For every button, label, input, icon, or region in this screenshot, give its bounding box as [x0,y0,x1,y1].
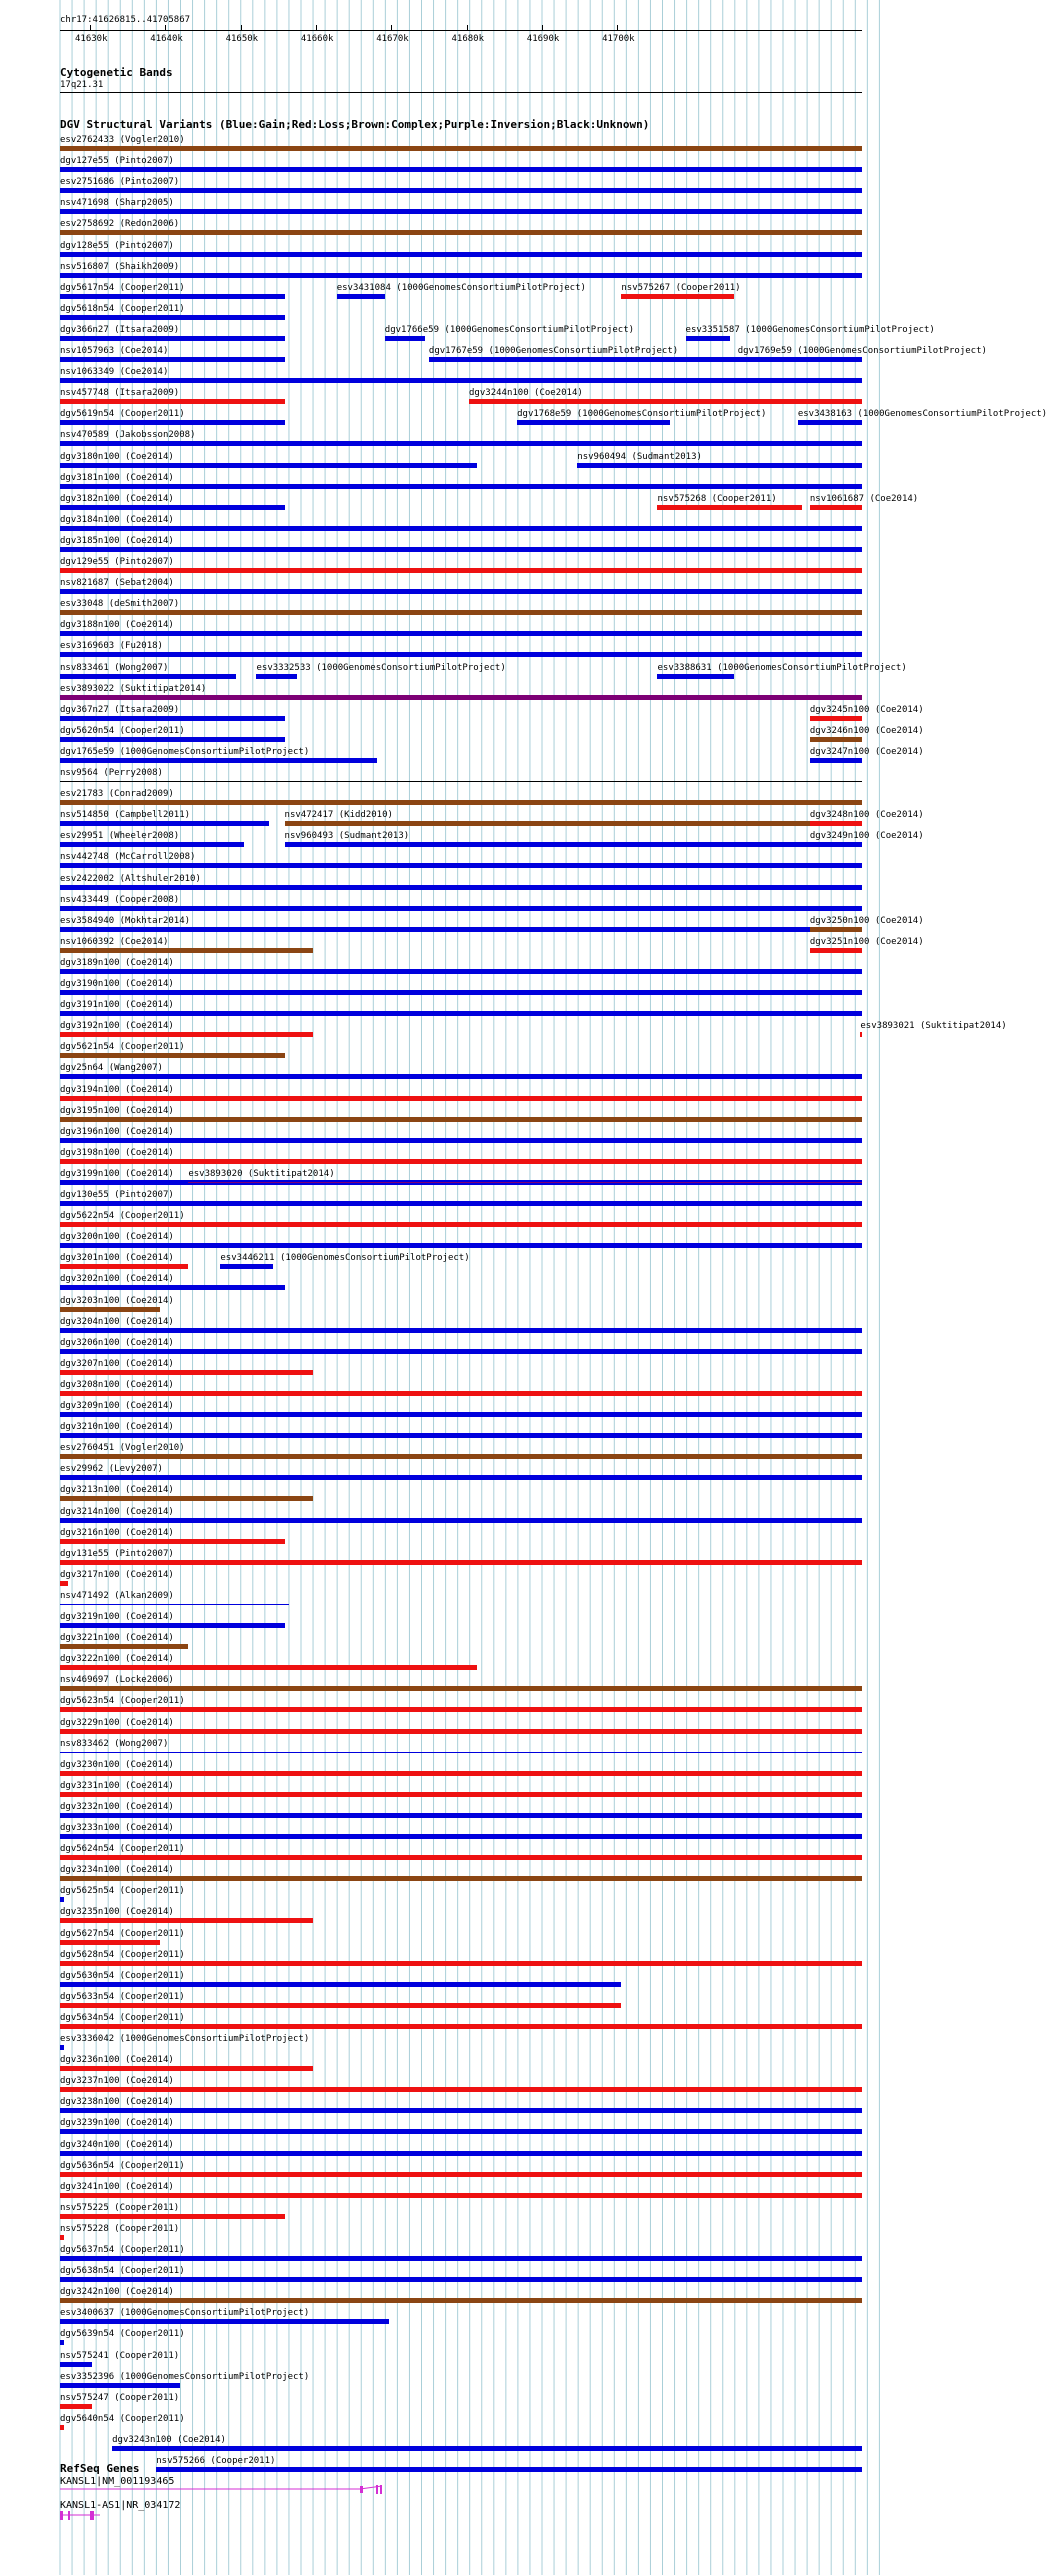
variant-label[interactable]: dgv3203n100 (Coe2014) [60,1295,174,1306]
variant-bar[interactable] [285,842,862,847]
variant-label[interactable]: dgv3250n100 (Coe2014) [809,915,924,926]
position-label: chr17:41626815..41705867 [60,15,191,25]
variant-bar[interactable] [60,1307,160,1312]
variant-bar[interactable] [60,1792,862,1797]
variant-label[interactable]: esv3336042 (1000GenomesConsortiumPilotProject) [60,2034,310,2044]
variant-label[interactable]: dgv366n27 (Itsara2009) [60,324,180,335]
variant-label[interactable]: dgv5623n54 (Cooper2011) [60,1696,185,1707]
ruler-tick-label: 41660k [300,34,334,44]
ruler-tick-label: 41650k [225,34,259,44]
variant-bar[interactable] [60,2129,862,2134]
variant-label[interactable]: nsv9564 (Perry2008) [60,768,163,778]
ruler-axis [60,30,862,31]
refseq-title: RefSeq Genes [60,2462,140,2475]
variant-bar[interactable] [60,1940,160,1945]
variant-bar[interactable] [60,1752,862,1753]
variant-bar[interactable] [60,2362,92,2367]
variant-bar[interactable] [60,294,285,299]
ruler-tick [241,25,242,31]
variant-label[interactable]: nsv575241 (Cooper2011) [60,2350,180,2361]
variant-label[interactable]: nsv1063349 (Coe2014) [60,367,169,378]
variant-label[interactable]: dgv3209n100 (Coe2014) [60,1401,174,1411]
ruler-tick [617,25,618,31]
variant-bar[interactable] [60,2066,313,2071]
variant-label[interactable]: dgv3247n100 (Coe2014) [809,746,924,757]
variant-label[interactable]: esv2762433 (Vogler2010) [60,135,185,145]
variant-label[interactable]: nsv471492 (Alkan2009) [60,1590,174,1601]
variant-label[interactable]: nsv471698 (Sharp2005) [60,198,174,209]
variant-bar[interactable] [60,2193,862,2198]
variant-bar[interactable] [60,399,285,404]
variant-label[interactable]: dgv129e55 (Pinto2007) [60,557,174,567]
variant-bar[interactable] [60,589,862,594]
variant-label[interactable]: dgv3242n100 (Coe2014) [60,2287,174,2298]
variant-label[interactable]: nsv575268 (Cooper2011) [657,493,777,504]
ruler-tick-label: 41630k [75,34,108,44]
variant-label[interactable]: dgv127e55 (Pinto2007) [60,156,174,167]
variant-bar[interactable] [60,2151,862,2156]
variant-label[interactable]: esv3893020 (Suktitipat2014) [188,1168,335,1179]
variant-bar[interactable] [60,1686,862,1691]
variant-bar[interactable] [60,167,862,172]
variant-label[interactable]: nsv960494 (Sudmant2013) [577,451,702,462]
variant-bar[interactable] [60,2172,862,2177]
variant-bar[interactable] [60,1096,862,1101]
variant-bar[interactable] [810,716,862,721]
variant-label[interactable]: dgv5633n54 (Cooper2011) [60,1991,185,2002]
variant-bar[interactable] [60,547,862,552]
variant-bar[interactable] [60,1707,862,1712]
variant-bar[interactable] [810,758,862,763]
variant-bar[interactable] [60,716,285,721]
gene-model-kansl1[interactable] [60,2484,400,2498]
variant-bar[interactable] [60,1349,862,1354]
variant-label[interactable]: dgv3236n100 (Coe2014) [60,2055,174,2066]
variant-label[interactable]: esv3169603 (Fu2018) [60,641,163,652]
variant-bar[interactable] [220,1264,272,1269]
variant-bar[interactable] [60,1138,862,1143]
variant-label[interactable]: nsv833462 (Wong2007) [60,1738,169,1749]
variant-bar[interactable] [60,2383,180,2388]
variant-label[interactable]: dgv1767e59 (1000GenomesConsortiumPilotProject) [428,346,679,356]
variant-label[interactable]: dgv3245n100 (Coe2014) [809,704,924,715]
variant-bar[interactable] [60,821,269,826]
variant-label[interactable]: dgv5624n54 (Cooper2011) [60,1844,185,1855]
variant-bar[interactable] [60,463,477,468]
ruler-tick [165,25,166,31]
ruler-tick-label: 41670k [376,34,409,44]
variant-bar[interactable] [60,1454,862,1459]
cytoband-ideogram [60,92,862,93]
variant-label[interactable]: dgv5621n54 (Cooper2011) [60,1042,185,1053]
variant-label[interactable]: dgv3188n100 (Coe2014) [60,620,174,631]
variant-bar[interactable] [60,1813,862,1818]
variant-label[interactable]: dgv5638n54 (Cooper2011) [60,2266,185,2277]
variant-label[interactable]: nsv833461 (Wong2007) [60,662,169,673]
variant-label[interactable]: dgv1765e59 (1000GenomesConsortiumPilotProject) [60,746,310,757]
variant-label[interactable]: dgv3214n100 (Coe2014) [60,1506,174,1517]
refseq-gene-label[interactable]: KANSL1|NM_001193465 [60,2476,175,2487]
variant-bar[interactable] [60,781,862,782]
variant-label[interactable]: dgv5625n54 (Cooper2011) [60,1886,185,1897]
variant-bar[interactable] [60,146,862,151]
variant-bar[interactable] [60,1475,862,1480]
variant-label[interactable]: dgv3243n100 (Coe2014) [112,2434,226,2445]
variant-label[interactable]: dgv131e55 (Pinto2007) [60,1548,174,1559]
variant-bar[interactable] [469,399,862,404]
variant-label[interactable]: dgv5620n54 (Cooper2011) [60,725,185,736]
variant-bar[interactable] [810,948,862,953]
variant-label[interactable]: esv3584940 (Mokhtar2014) [60,915,191,926]
variant-label[interactable]: esv3352396 (1000GenomesConsortiumPilotProject) [60,2371,310,2382]
variant-label[interactable]: nsv442748 (McCarroll2008) [60,852,196,863]
variant-bar[interactable] [60,378,862,383]
variant-bar[interactable] [60,2404,92,2409]
variant-label[interactable]: dgv3244n100 (Coe2014) [469,388,583,399]
ruler-tick [90,25,91,31]
variant-bar[interactable] [60,758,377,763]
variant-label[interactable]: dgv3199n100 (Coe2014) [60,1168,174,1179]
variant-bar[interactable] [60,2298,862,2303]
variant-bar[interactable] [60,2277,862,2282]
variant-bar[interactable] [60,273,862,278]
variant-bar[interactable] [60,1496,313,1501]
variant-bar[interactable] [810,821,862,826]
variant-label[interactable]: nsv470589 (Jakobsson2008) [60,430,196,441]
variant-bar[interactable] [60,1897,64,1902]
variant-label[interactable]: dgv3216n100 (Coe2014) [60,1527,174,1538]
variant-bar[interactable] [60,1433,862,1438]
variant-label[interactable]: dgv3196n100 (Coe2014) [60,1126,174,1137]
variant-bar[interactable] [60,1201,862,1206]
ruler-tick-label: 41640k [150,34,183,44]
ruler-tick-label: 41680k [451,34,485,44]
variant-bar[interactable] [60,315,285,320]
variant-bar[interactable] [60,1053,285,1058]
variant-bar[interactable] [60,1918,313,1923]
variant-bar[interactable] [738,357,862,362]
variant-bar[interactable] [60,2108,862,2113]
variant-label[interactable]: dgv3182n100 (Coe2014) [60,493,174,504]
variant-label[interactable]: dgv3251n100 (Coe2014) [809,936,924,947]
variant-label[interactable]: esv3431084 (1000GenomesConsortiumPilotProject) [336,282,586,293]
variant-label[interactable]: nsv516807 (Shaikh2009) [60,261,180,272]
variant-label[interactable]: dgv3230n100 (Coe2014) [60,1759,174,1770]
variant-bar[interactable] [60,2024,862,2029]
variant-bar[interactable] [60,336,285,341]
variant-label[interactable]: esv3400637 (1000GenomesConsortiumPilotProject) [60,2308,310,2319]
variant-bar[interactable] [60,1518,862,1523]
variant-label[interactable]: dgv3189n100 (Coe2014) [60,957,174,968]
variant-bar[interactable] [60,2425,64,2430]
variant-label[interactable]: esv2758692 (Redon2006) [60,219,180,230]
variant-bar[interactable] [285,821,862,826]
variant-label[interactable]: dgv3190n100 (Coe2014) [60,979,174,989]
variant-label[interactable]: nsv469697 (Locke2006) [60,1675,174,1686]
variant-bar[interactable] [60,1623,285,1628]
variant-bar[interactable] [60,906,862,911]
variant-bar[interactable] [60,948,313,953]
variant-label[interactable]: dgv5630n54 (Cooper2011) [60,1970,185,1981]
variant-label[interactable]: esv3351587 (1000GenomesConsortiumPilotProject) [685,324,935,335]
variant-bar[interactable] [60,357,285,362]
variant-label[interactable]: dgv3248n100 (Coe2014) [809,810,924,821]
variant-label[interactable]: dgv5619n54 (Cooper2011) [60,409,185,420]
gene-model-kansl1-as1[interactable] [60,2510,120,2524]
variant-bar[interactable] [60,1285,285,1290]
variant-label[interactable]: dgv3184n100 (Coe2014) [60,514,174,525]
variant-label[interactable]: esv33048 (deSmith2007) [60,599,180,610]
variant-bar[interactable] [60,652,862,657]
variant-label[interactable]: dgv5636n54 (Cooper2011) [60,2160,185,2171]
variant-bar[interactable] [256,674,296,679]
variant-label[interactable]: dgv1768e59 (1000GenomesConsortiumPilotProject) [517,409,767,420]
variant-bar[interactable] [60,2214,285,2219]
variant-bar[interactable] [657,505,801,510]
variant-bar[interactable] [60,441,862,446]
variant-bar[interactable] [60,230,862,235]
variant-bar[interactable] [60,484,862,489]
variant-bar[interactable] [810,927,862,932]
variant-label[interactable]: nsv575225 (Cooper2011) [60,2202,180,2213]
variant-bar[interactable] [60,1855,862,1860]
variant-bar[interactable] [60,526,862,531]
variant-bar[interactable] [60,990,862,995]
variant-bar[interactable] [60,674,236,679]
variant-bar[interactable] [657,674,733,679]
variant-label[interactable]: dgv3202n100 (Coe2014) [60,1274,174,1285]
variant-bar[interactable] [810,505,862,510]
variant-label[interactable]: esv2760451 (Vogler2010) [60,1443,185,1454]
variant-label[interactable]: nsv575267 (Cooper2011) [621,282,741,293]
variant-label[interactable]: nsv1061687 (Coe2014) [809,493,919,504]
variant-bar[interactable] [60,1539,285,1544]
variant-label[interactable]: esv3893022 (Suktitipat2014) [60,683,207,694]
variant-label[interactable]: dgv5617n54 (Cooper2011) [60,282,185,293]
variant-label[interactable]: dgv3191n100 (Coe2014) [60,1000,174,1011]
variant-bar[interactable] [621,294,733,299]
variant-bar[interactable] [156,2467,862,2472]
variant-bar[interactable] [686,336,730,341]
variant-label[interactable]: dgv3195n100 (Coe2014) [60,1105,174,1116]
variant-bar[interactable] [60,1876,862,1881]
variant-label[interactable]: nsv1057963 (Coe2014) [60,346,169,356]
variant-label[interactable]: nsv575266 (Cooper2011) [156,2456,276,2466]
variant-bar[interactable] [60,2087,862,2092]
variant-bar[interactable] [60,737,285,742]
variant-label[interactable]: dgv3181n100 (Coe2014) [60,472,174,483]
cytoband-label[interactable]: 17q21.31 [60,80,104,90]
variant-label[interactable]: dgv5622n54 (Cooper2011) [60,1211,185,1222]
variant-bar[interactable] [60,610,862,615]
variant-bar[interactable] [60,1159,862,1164]
variant-bar[interactable] [60,1222,862,1227]
variant-label[interactable]: dgv1766e59 (1000GenomesConsortiumPilotProject) [384,324,635,335]
variant-label[interactable]: dgv3221n100 (Coe2014) [60,1633,174,1644]
ruler-tick [316,25,317,31]
variant-label[interactable]: dgv3249n100 (Coe2014) [809,831,924,842]
variant-label[interactable]: esv3446211 (1000GenomesConsortiumPilotProject) [220,1253,470,1264]
variant-bar[interactable] [60,420,285,425]
variant-bar[interactable] [60,1560,862,1565]
variant-bar[interactable] [60,1117,862,1122]
variant-bar[interactable] [60,1604,289,1605]
variant-bar[interactable] [60,1243,862,1248]
variant-label[interactable]: dgv3208n100 (Coe2014) [60,1379,174,1390]
variant-bar[interactable] [60,568,862,573]
variant-label[interactable]: dgv3233n100 (Coe2014) [60,1823,174,1833]
variant-bar[interactable] [60,1961,862,1966]
variant-label[interactable]: dgv3217n100 (Coe2014) [60,1569,174,1580]
variant-bar[interactable] [60,800,862,805]
variant-bar[interactable] [60,252,862,257]
variant-bar[interactable] [60,1264,188,1269]
variant-bar[interactable] [860,1032,862,1037]
variant-label[interactable]: dgv3237n100 (Coe2014) [60,2076,174,2087]
variant-label[interactable]: dgv3219n100 (Coe2014) [60,1612,174,1622]
variant-bar[interactable] [60,885,862,890]
variant-bar[interactable] [60,1011,862,1016]
variant-label[interactable]: esv29951 (Wheeler2008) [60,831,180,842]
variant-bar[interactable] [60,1644,188,1649]
variant-label[interactable]: dgv3207n100 (Coe2014) [60,1358,174,1369]
variant-bar[interactable] [798,420,862,425]
variant-label[interactable]: dgv5627n54 (Cooper2011) [60,1928,185,1939]
dgv-title: DGV Structural Variants (Blue:Gain;Red:Loss;Brown:Complex;Purple:Inversion;Black:Unknown) [60,118,650,131]
variant-label[interactable]: dgv3192n100 (Coe2014) [60,1021,174,1032]
variant-bar[interactable] [60,1771,862,1776]
variant-label[interactable]: esv2751686 (Pinto2007) [60,177,180,188]
cytoband-title: Cytogenetic Bands [60,66,173,79]
variant-label[interactable]: esv3893021 (Suktitipat2014) [860,1021,1007,1032]
variant-label[interactable]: dgv3240n100 (Coe2014) [60,2139,174,2150]
variant-label[interactable]: dgv3213n100 (Coe2014) [60,1485,174,1496]
variant-label[interactable]: esv3388631 (1000GenomesConsortiumPilotProject) [657,662,907,673]
variant-bar[interactable] [60,2235,64,2240]
variant-bar[interactable] [188,1182,862,1183]
variant-label[interactable]: dgv3231n100 (Coe2014) [60,1780,174,1791]
variant-bar[interactable] [60,1834,862,1839]
variant-label[interactable]: nsv575228 (Cooper2011) [60,2223,180,2234]
variant-bar[interactable] [60,1391,862,1396]
variant-bar[interactable] [60,1074,862,1079]
variant-label[interactable]: dgv25n64 (Wang2007) [60,1063,163,1074]
ruler-tick-label: 41690k [526,34,560,44]
variant-label[interactable]: dgv128e55 (Pinto2007) [60,240,174,251]
variant-label[interactable]: nsv433449 (Cooper2008) [60,894,180,905]
variant-bar[interactable] [60,209,862,214]
variant-label[interactable]: dgv1769e59 (1000GenomesConsortiumPilotProject) [737,346,987,356]
variant-bar[interactable] [60,1581,68,1586]
variant-label[interactable]: dgv3239n100 (Coe2014) [60,2118,174,2129]
variant-bar[interactable] [60,2340,64,2345]
variant-bar[interactable] [337,294,385,299]
variant-label[interactable]: nsv575247 (Cooper2011) [60,2392,180,2403]
variant-bar[interactable] [60,2003,621,2008]
variant-label[interactable]: dgv5618n54 (Cooper2011) [60,303,185,314]
variant-bar[interactable] [60,1032,313,1037]
ruler-tick-label: 41700k [602,34,635,44]
variant-label[interactable]: nsv472417 (Kidd2010) [284,810,393,821]
variant-bar[interactable] [60,842,244,847]
variant-label[interactable]: dgv3198n100 (Coe2014) [60,1147,174,1158]
variant-label[interactable]: dgv3210n100 (Coe2014) [60,1422,174,1433]
ruler-tick [467,25,468,31]
variant-bar[interactable] [60,631,862,636]
variant-label[interactable]: dgv3235n100 (Coe2014) [60,1907,174,1918]
variant-bar[interactable] [60,1328,862,1333]
variant-label[interactable]: dgv3185n100 (Coe2014) [60,535,174,546]
variant-label[interactable]: esv21783 (Conrad2009) [60,789,174,800]
variant-bar[interactable] [60,1412,862,1417]
variant-label[interactable]: nsv514850 (Campbell2011) [60,810,191,821]
variant-label[interactable]: nsv1060392 (Coe2014) [60,936,169,947]
variant-bar[interactable] [60,1729,862,1734]
variant-label[interactable]: dgv3234n100 (Coe2014) [60,1865,174,1876]
variant-bar[interactable] [112,2446,862,2451]
variant-label[interactable]: dgv3232n100 (Coe2014) [60,1801,174,1812]
variant-label[interactable]: dgv5639n54 (Cooper2011) [60,2329,185,2340]
ruler-tick [391,25,392,31]
variant-bar[interactable] [810,842,862,847]
variant-label[interactable]: esv3332533 (1000GenomesConsortiumPilotProject) [256,662,506,673]
variant-bar[interactable] [60,2319,389,2324]
variant-bar[interactable] [60,695,862,700]
variant-label[interactable]: dgv5628n54 (Cooper2011) [60,1949,185,1960]
variant-bar[interactable] [60,1370,313,1375]
variant-label[interactable]: dgv3222n100 (Coe2014) [60,1654,174,1665]
variant-label[interactable]: esv29962 (Levy2007) [60,1464,163,1475]
variant-label[interactable]: dgv3204n100 (Coe2014) [60,1316,174,1327]
variant-label[interactable]: nsv457748 (Itsara2009) [60,388,180,399]
variant-label[interactable]: nsv821687 (Sebat2004) [60,578,174,589]
refseq-gene-label[interactable]: KANSL1-AS1|NR_034172 [60,2500,181,2511]
variant-bar[interactable] [60,1982,621,1987]
variant-bar[interactable] [60,1665,477,1670]
variant-bar[interactable] [810,737,862,742]
variant-bar[interactable] [60,188,862,193]
variant-label[interactable]: dgv3180n100 (Coe2014) [60,451,174,462]
variant-bar[interactable] [60,2045,64,2050]
variant-label[interactable]: dgv3238n100 (Coe2014) [60,2097,174,2108]
variant-label[interactable]: dgv3246n100 (Coe2014) [809,725,924,736]
ruler-tick [542,25,543,31]
variant-label[interactable]: esv2422002 (Altshuler2010) [60,873,201,884]
variant-label[interactable]: dgv3201n100 (Coe2014) [60,1253,174,1264]
variant-bar[interactable] [60,2256,862,2261]
variant-label[interactable]: dgv367n27 (Itsara2009) [60,704,180,715]
variant-label[interactable]: dgv3194n100 (Coe2014) [60,1084,174,1095]
variant-label[interactable]: dgv3200n100 (Coe2014) [60,1232,174,1243]
variant-bar[interactable] [517,420,669,425]
variant-bar[interactable] [60,927,862,932]
variant-bar[interactable] [60,505,285,510]
variant-label[interactable]: nsv960493 (Sudmant2013) [284,831,410,842]
variant-label[interactable]: dgv3206n100 (Coe2014) [60,1337,174,1348]
variant-label[interactable]: dgv5634n54 (Cooper2011) [60,2012,185,2023]
variant-bar[interactable] [60,863,862,868]
variant-label[interactable]: dgv3229n100 (Coe2014) [60,1717,174,1728]
variant-bar[interactable] [577,463,862,468]
variant-label[interactable]: dgv3241n100 (Coe2014) [60,2181,174,2192]
variant-label[interactable]: dgv5640n54 (Cooper2011) [60,2413,185,2424]
variant-label[interactable]: dgv130e55 (Pinto2007) [60,1190,174,1200]
variant-label[interactable]: dgv5637n54 (Cooper2011) [60,2245,185,2255]
variant-label[interactable]: esv3438163 (1000GenomesConsortiumPilotProject) [797,409,1047,420]
variant-bar[interactable] [60,969,862,974]
variant-bar[interactable] [385,336,425,341]
